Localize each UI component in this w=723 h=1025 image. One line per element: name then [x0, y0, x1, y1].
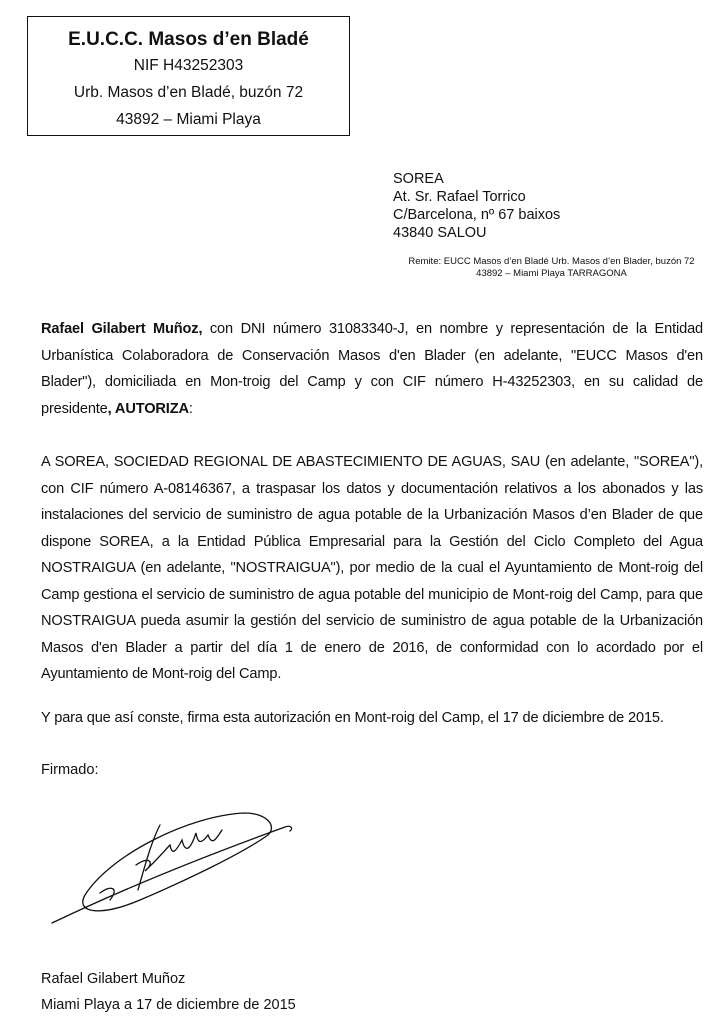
remite-line-1: Remite: EUCC Masos d’en Bladé Urb. Masos d’en Blader, buzón 72 — [408, 256, 695, 267]
signed-label: Firmado: — [41, 762, 99, 778]
signatory-name: Rafael Gilabert Muñoz — [41, 971, 186, 987]
sender-postal: 43892 – Miami Playa — [116, 111, 261, 128]
closing-paragraph: Y para que así conste, firma esta autorización en Mont-roig del Camp, el 17 de diciembre de 2015. — [41, 710, 664, 726]
sender-letterhead-box — [27, 16, 350, 136]
sender-nif: NIF H43252303 — [133, 57, 244, 74]
recipient-attention: At. Sr. Rafael Torrico — [393, 189, 526, 205]
recipient-address-block — [393, 170, 560, 242]
sender-org-name: E.U.C.C. Masos d’en Bladé — [68, 29, 309, 50]
signature-block — [41, 966, 296, 1018]
colon: : — [188, 400, 193, 417]
signatory-name-bold: Rafael Gilabert Muñoz, — [41, 321, 203, 337]
authorization-paragraph — [41, 316, 703, 422]
sender-address: Urb. Masos d’en Bladé, buzón 72 — [73, 84, 304, 101]
remite-line-2: 43892 – Miami Playa TARRAGONA — [476, 268, 627, 279]
autoriza-bold: , AUTORIZA — [107, 400, 189, 417]
recipient-city: 43840 SALOU — [393, 225, 487, 241]
recipient-name: SOREA — [393, 171, 444, 187]
authorization-text: con DNI número 31083340-J, en nombre y representación de la Entidad Urbanística Colaboradora de Conservación Masos d'en Blader (en adelante, "EUCC Masos d'en Blader"), domiciliada en Mon-troig del Camp y con CIF número H-43252303, en su calidad de presidente — [41, 321, 703, 417]
handwritten-signature — [40, 805, 310, 930]
signature-stroke-underline — [52, 826, 292, 923]
signature-place-date: Miami Playa a 17 de diciembre de 2015 — [41, 997, 296, 1013]
recipient-street: C/Barcelona, nº 67 baixos — [393, 207, 561, 223]
transfer-paragraph: A SOREA, SOCIEDAD REGIONAL DE ABASTECIMIENTO DE AGUAS, SAU (en adelante, "SOREA"), con CIF número A-08146367, a traspasar los datos y documentación relativos a los abonados y las instalaciones del servicio de suministro de agua potable de la Urbanización Masos d’en Blader de que dispone SOREA, a la Entidad Pública Empresarial para la Gestión del Ciclo Completo del Agua NOSTRAIGUA (en adelante, "NOSTRAIGUA"), por medio de la cual el Ayuntamiento de Mont-roig del Camp gestiona el servicio de suministro de agua potable del municipio de Mont-roig del Camp, para que NOSTRAIGUA pueda asumir la gestión del servicio de suministro de agua potable de la Urbanización Masos d'en Blader a partir del día 1 de enero de 2016, de conformidad con lo acordado por el Ayuntamiento de Mont-roig del Camp. — [41, 454, 703, 682]
return-address-note — [380, 256, 723, 280]
